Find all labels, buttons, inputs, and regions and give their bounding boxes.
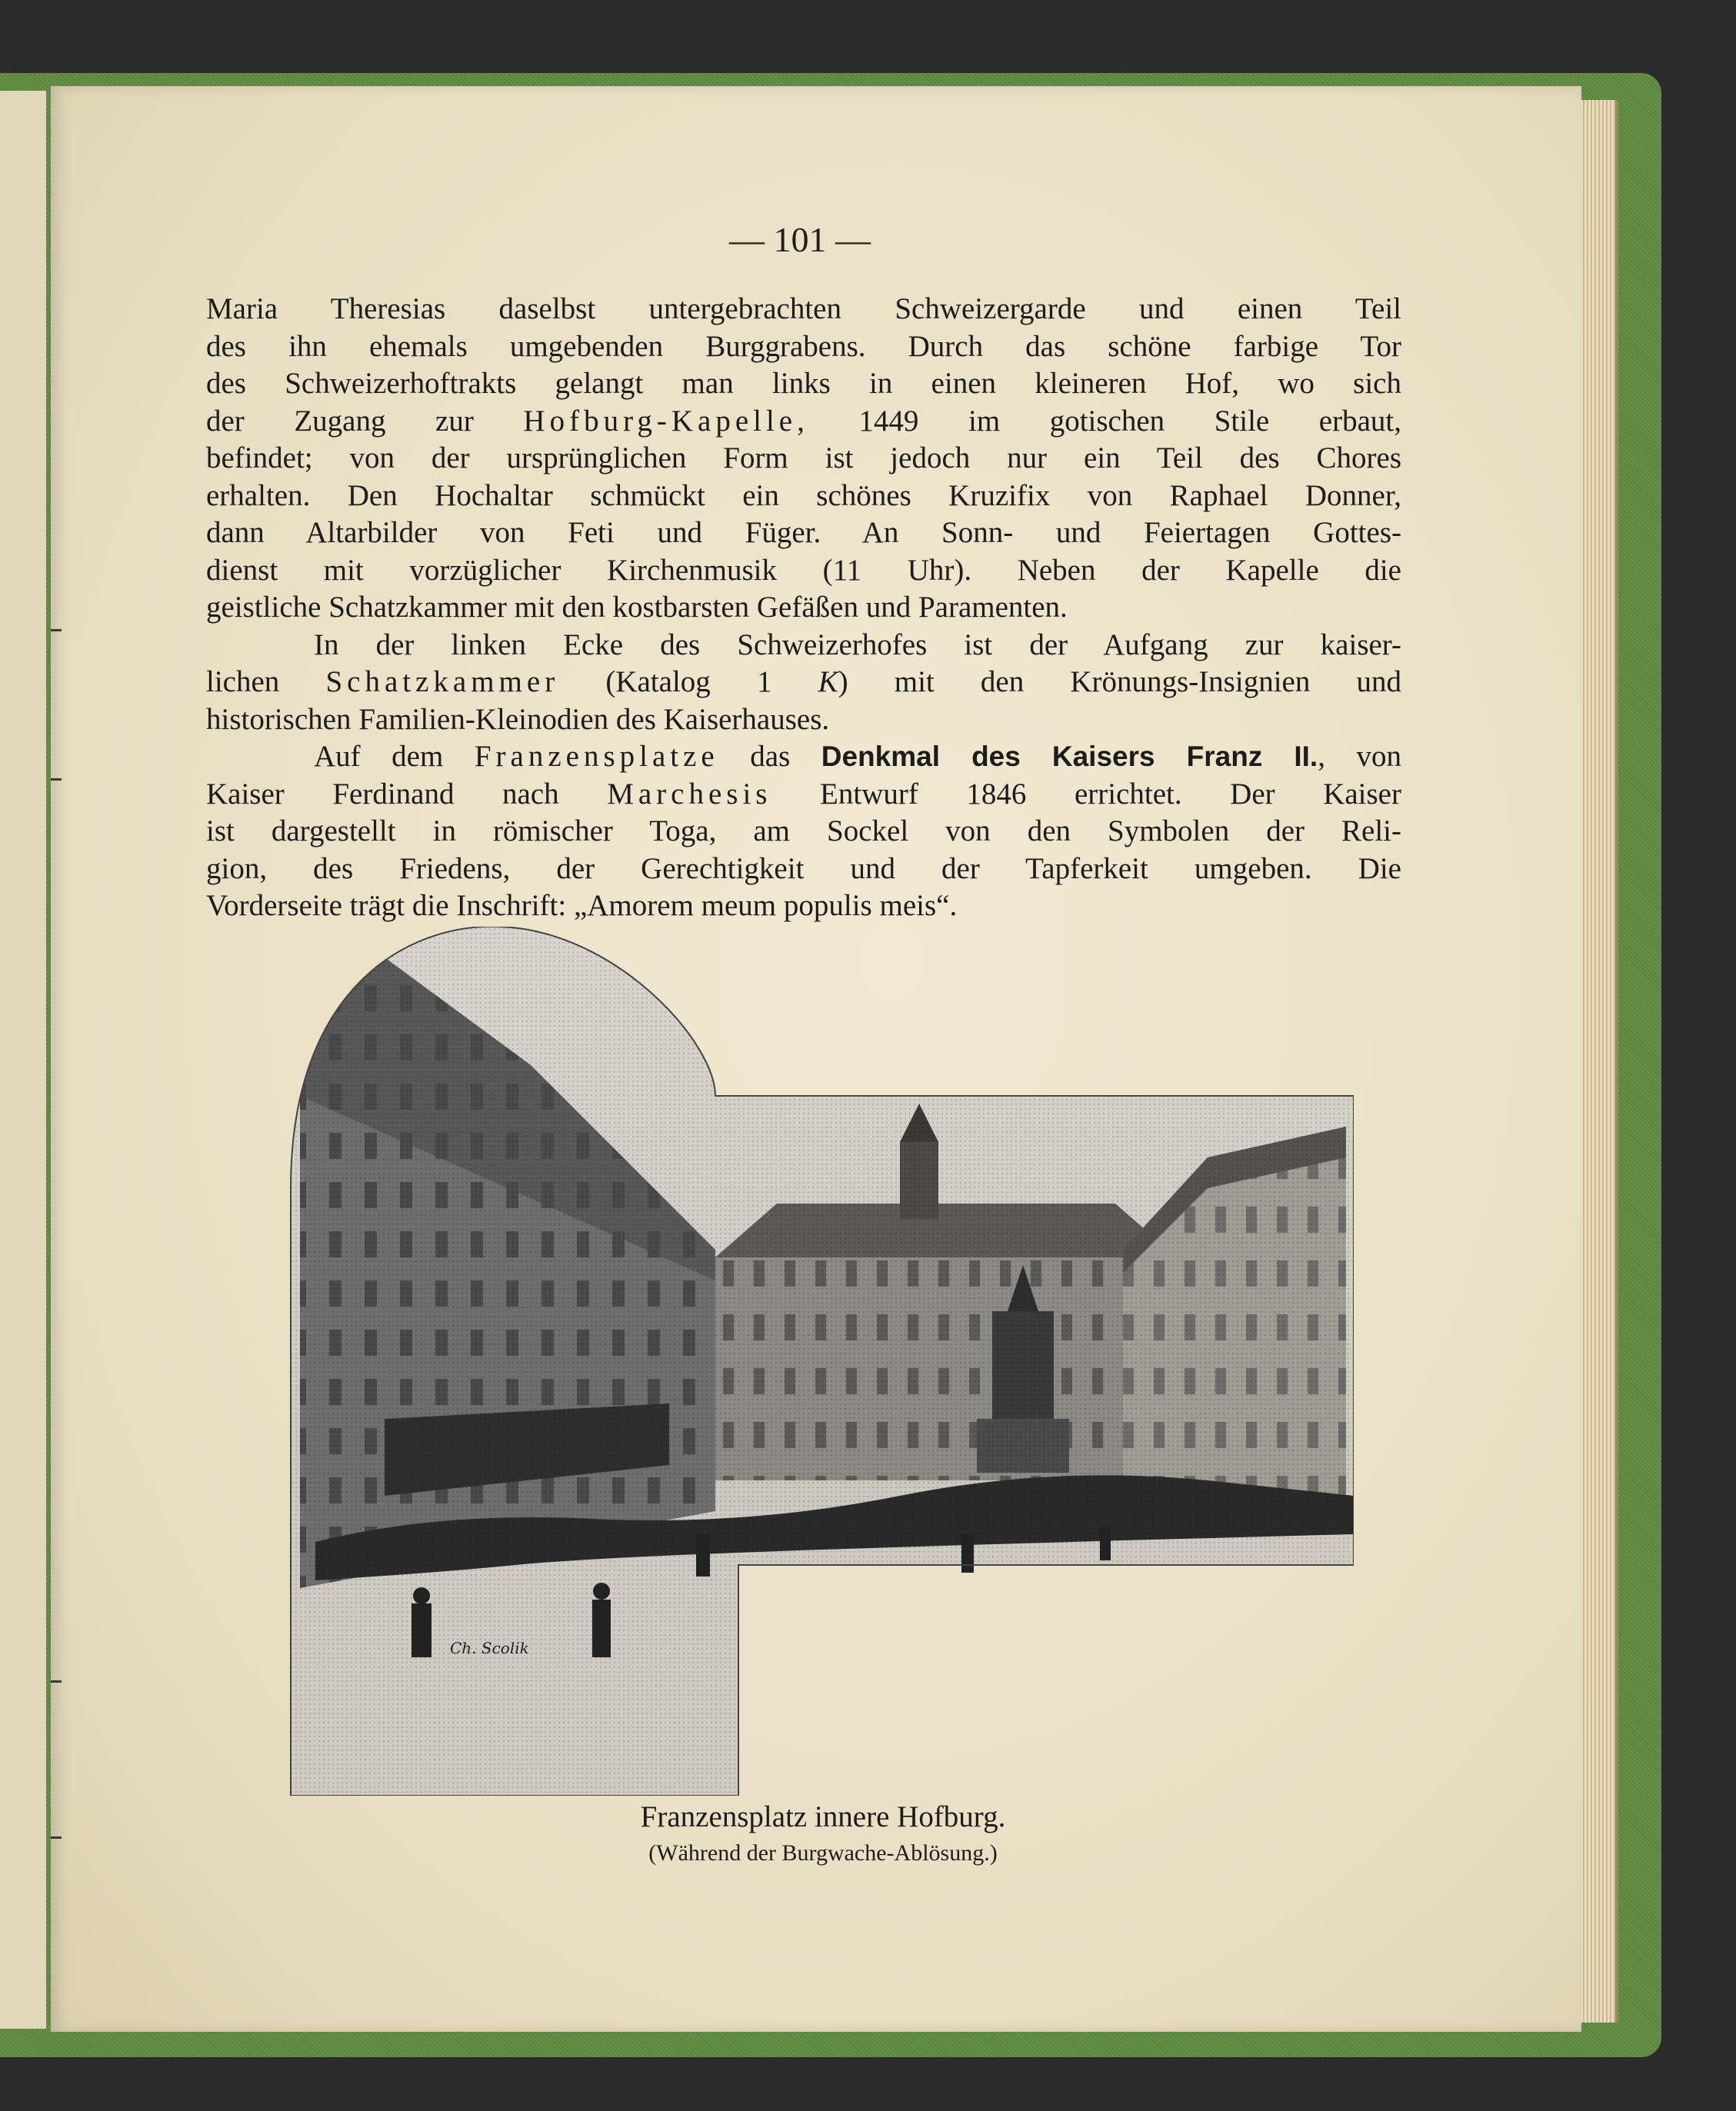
text-line: befindet; von der ursprünglichen Form ist jedoch nur ein Teil des Chores (206, 441, 1401, 474)
margin-mark (51, 1680, 62, 1683)
spaced-term: Marchesis (607, 777, 772, 811)
text-span: Entwurf 1846 errichtet. Der Kaiser (771, 777, 1401, 811)
halftone-photograph (285, 927, 1354, 1796)
text-line: dienst mit vorzüglicher Kirchenmusik (11 Uhr). Neben der Kapelle die (206, 553, 1401, 587)
text-line (206, 664, 1401, 701)
text-span: 1449 im gotischen Stile erbaut, (808, 404, 1402, 438)
text-line: Vorderseite trägt die Inschrift: „Amorem meum populis meis“. (206, 889, 958, 922)
text-line (206, 403, 1401, 441)
text-line: In der linken Ecke des Schweizerhofes ist der Aufgang zur kaiser- (314, 628, 1401, 661)
page-number: — 101 — (729, 220, 871, 259)
text-span: Kaiser Ferdinand nach (206, 777, 608, 811)
text-line: ist dargestellt in römischer Toga, am Sockel von den Symbolen der Reli- (206, 814, 1401, 847)
text-line: des ihn ehemals umgebenden Burggrabens. Durch das schöne farbige Tor (206, 329, 1401, 363)
spaced-term: Hofburg-Kapelle, (523, 404, 809, 438)
text-line: gion, des Friedens, der Gerechtigkeit und der Tapferkeit umgeben. Die (206, 851, 1401, 885)
text-span: ) mit den Krönungs-Insignien und (838, 665, 1401, 698)
text-span: (Katalog 1 (559, 665, 818, 698)
body-text (206, 291, 1401, 925)
text-line: Maria Theresias daselbst untergebrachten Schweizergarde und einen Teil (206, 292, 1401, 325)
text-line: dann Altarbilder von Feti und Füger. An Sonn- und Feiertagen Gottes- (206, 516, 1401, 549)
text-span: Auf dem (314, 740, 475, 773)
italic-term: K (818, 665, 838, 698)
text-span: der Zugang zur (206, 404, 524, 438)
margin-mark (51, 778, 62, 781)
paragraph-1 (206, 291, 1401, 627)
text-line: historischen Familien-Kleinodien des Kaiserhauses. (206, 702, 830, 736)
text-span: , von (1318, 740, 1401, 773)
bold-term: Denkmal des Kaisers Franz II. (821, 741, 1318, 772)
margin-mark (51, 629, 62, 631)
text-span: lichen (206, 665, 326, 698)
text-line (206, 776, 1401, 814)
paragraph-2 (206, 627, 1401, 739)
text-line: geistliche Schatzkammer mit den kostbarsten Gefäßen und Paramenten. (206, 591, 1068, 624)
text-line: erhalten. Den Hochaltar schmückt ein schönes Kruzifix von Raphael Donner, (206, 478, 1401, 512)
spaced-term: Schatzkammer (325, 665, 560, 698)
figure-subcaption: (Während der Burgwache-Ablösung.) (648, 1840, 998, 1866)
text-line (206, 738, 1401, 776)
previous-page-edge (0, 91, 46, 2029)
text-span: das (718, 740, 821, 773)
paragraph-3 (206, 738, 1401, 925)
text-line: des Schweizerhoftrakts gelangt man links in einen kleineren Hof, wo sich (206, 367, 1401, 400)
margin-mark (51, 1836, 62, 1839)
figure-caption: Franzensplatz innere Hofburg. (640, 1800, 1006, 1833)
photographer-signature: Ch. Scolik (450, 1639, 529, 1657)
spaced-term: Franzensplatze (474, 740, 719, 773)
photo-scene (285, 927, 1354, 1796)
